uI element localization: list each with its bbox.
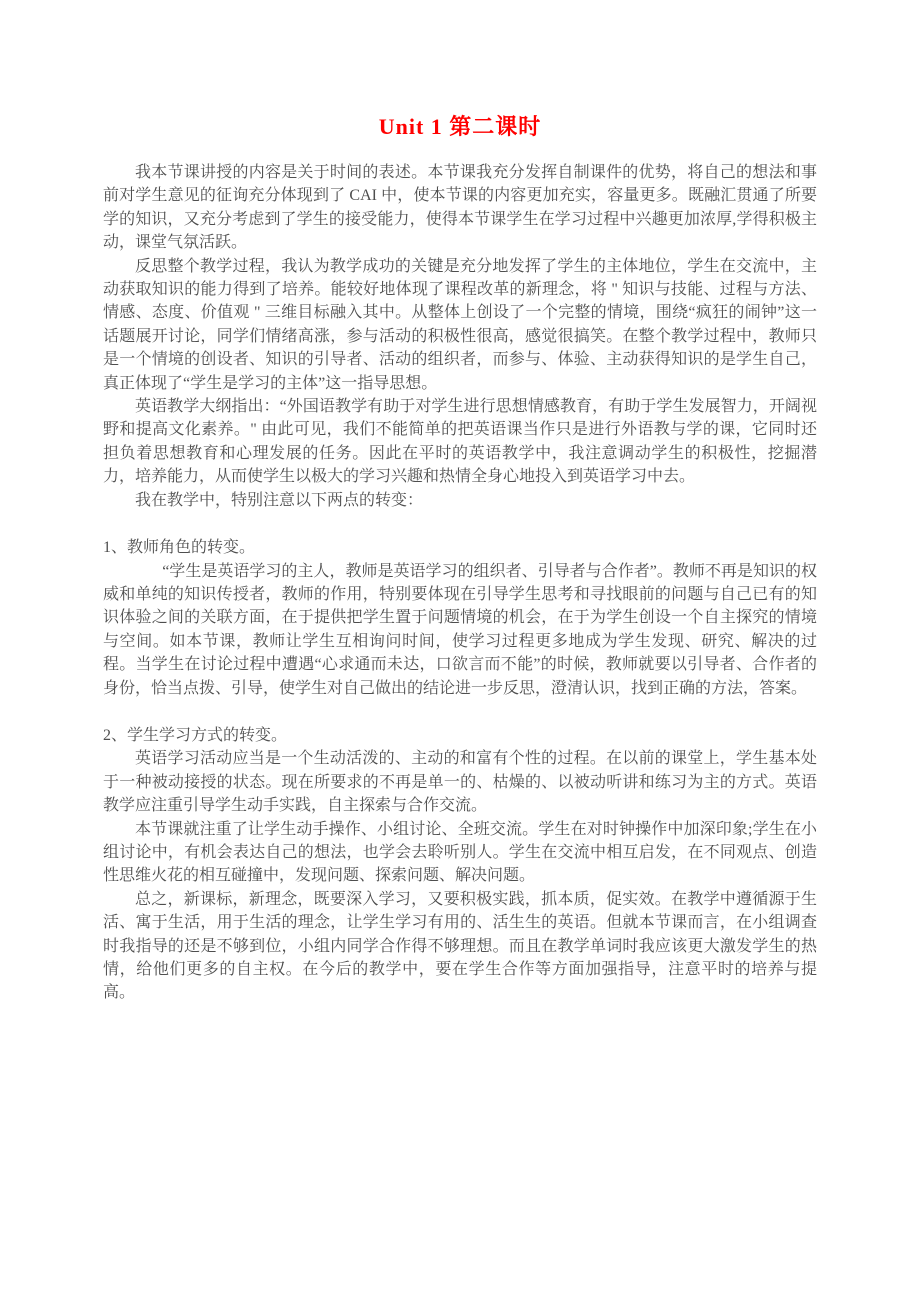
paragraph-teacher-role: “学生是英语学习的主人，教师是英语学习的组织者、引导者与合作者”。教师不再是知识的权威和单纯的知识传授者，教师的作用，特别要体现在引导学生思考和寻找眼前的问题与自己已有的知识体验之间的关联方面，在于提供把学生置于问题情境的机会，在于为学生创设一个自主探究的情境与空间。如本节课，教师让学生互相询问时间，使学习过程更多地成为学生发现、研究、解决的过程。当学生在讨论过程中遭遇“心求通而未达，口欲言而不能”的时候，教师就要以引导者、合作者的身份，恰当点拨、引导，使学生对自己做出的结论进一步反思，澄清认识，找到正确的方法，答案。 xyxy=(103,562,817,697)
heading-student-learning-change: 2、学生学习方式的转变。 xyxy=(103,726,288,744)
paragraph-intro: 我本节课讲授的内容是关于时间的表述。本节课我充分发挥自制课件的优势，将自己的想法和事前对学生意见的征询充分体现到了 CAI 中，使本节课的内容更加充实，容量更多。既融汇贯通了所要学的知识，又充分考虑到了学生的接受能力，使得本节课学生在学习过程中兴趣更加浓厚,学得积极主动，课堂气氛活跃。 xyxy=(103,164,817,252)
document-title: Unit 1 第二课时 xyxy=(378,114,542,139)
heading-teacher-role-change: 1、教师角色的转变。 xyxy=(103,539,256,557)
paragraph-syllabus: 英语教学大纲指出：“外国语教学有助于对学生进行思想情感教育，有助于学生发展智力，开阔视野和提高文化素养。" 由此可见，我们不能简单的把英语课当作只是进行外语教与学的课，它同时还担负着思想教育和心理发展的任务。因此在平时的英语教学中，我注意调动学生的积极性，挖掘潜力，培养能力，从而使学生以极大的学习兴趣和热情全身心地投入到英语学习中去。 xyxy=(103,398,817,486)
paragraph-student-learning: 英语学习活动应当是一个生动活泼的、主动的和富有个性的过程。在以前的课堂上，学生基本处于一种被动接授的状态。现在所要求的不再是单一的、枯燥的、以被动听讲和练习为主的方式。英语教学应注重引导学生动手实践，自主探索与合作交流。 xyxy=(103,750,817,815)
paragraph-lesson-practice: 本节课就注重了让学生动手操作、小组讨论、全班交流。学生在对时钟操作中加深印象;学生在小组讨论中，有机会表达自己的想法，也学会去聆听别人。学生在交流中相互启发，在不同观点、创造性思维火花的相互碰撞中，发现问题、探索问题、解决问题。 xyxy=(103,820,817,885)
document-body xyxy=(103,161,817,1005)
paragraph-summary: 总之，新课标，新理念，既要深入学习，又要积极实践，抓本质，促实效。在教学中遵循源于生活、寓于生活，用于生活的理念，让学生学习有用的、活生生的英语。但就本节课而言，在小组调查时我指导的还是不够到位，小组内同学合作得不够理想。而且在教学单词时我应该更大激发学生的热情，给他们更多的自主权。在今后的教学中，要在学生合作等方面加强指导，注意平时的培养与提高。 xyxy=(103,890,817,1002)
paragraph-reflection: 反思整个教学过程，我认为教学成功的关键是充分地发挥了学生的主体地位，学生在交流中，主动获取知识的能力得到了培养。能较好地体现了课程改革的新理念，将 " 知识与技能、过程与方法、情感、态度、价值观 " 三维目标融入其中。从整体上创设了一个完整的情境，围绕“疯狂的闹钟”这一话题展开讨论，同学们情绪高涨，参与活动的积极性很高，感觉很搞笑。在整个教学过程中，教师只是一个情境的创设者、知识的引导者、活动的组织者，而参与、体验、主动获得知识的是学生自己，真正体现了“学生是学习的主体”这一指导思想。 xyxy=(103,257,817,392)
paragraph-two-changes-lead: 我在教学中，特别注意以下两点的转变： xyxy=(135,491,424,509)
